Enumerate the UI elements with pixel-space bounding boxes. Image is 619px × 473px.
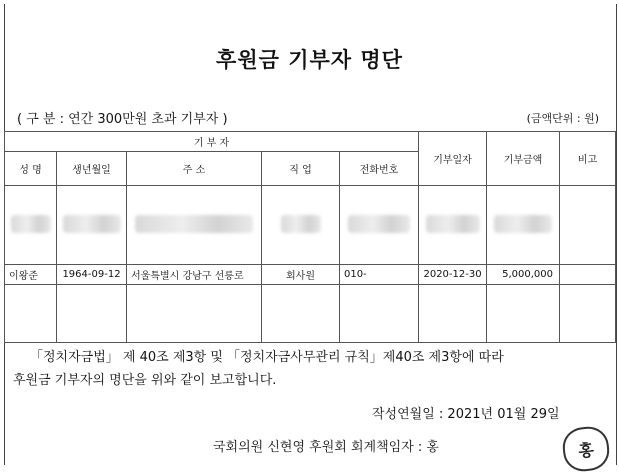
division-label: ( 구 분 : 연간 300만원 초과 기부자 ) bbox=[17, 112, 228, 127]
header-job: 직 업 bbox=[262, 152, 340, 186]
empty-row bbox=[5, 285, 616, 343]
official-seal: 홍 bbox=[561, 425, 611, 473]
row-phone: 010- bbox=[340, 265, 419, 285]
redacted-cell bbox=[57, 186, 127, 265]
redacted-cell bbox=[5, 186, 57, 265]
header-phone: 전화번호 bbox=[340, 152, 419, 186]
donor-group-header: 기 부 자 bbox=[5, 132, 419, 152]
redacted-row bbox=[5, 186, 616, 265]
header-amount: 기부금액 bbox=[487, 132, 560, 186]
document-title: 후원금 기부자 명단 bbox=[216, 48, 403, 72]
header-address: 주 소 bbox=[127, 152, 262, 186]
report-statement: 후원금 기부자의 명단을 위와 같이 보고합니다. bbox=[13, 373, 277, 388]
redacted-cell bbox=[487, 186, 560, 265]
row-date: 2020-12-30 bbox=[419, 265, 487, 285]
donor-table bbox=[4, 131, 616, 343]
header-name: 성 명 bbox=[5, 152, 57, 186]
legal-basis-text: 「정치자금법」 제 40조 제3항 및 「정치자금사무관리 규칙」제40조 제3항에 따라 bbox=[30, 350, 504, 365]
redacted-cell bbox=[127, 186, 262, 265]
table-row bbox=[5, 265, 616, 285]
signer-line: 국회의원 신현영 후원회 회계책임자 : 홍 bbox=[213, 440, 439, 455]
row-job: 회사원 bbox=[262, 265, 340, 285]
header-date: 기부일자 bbox=[419, 132, 487, 186]
report-date: 작성연월일 : 2021년 01월 29일 bbox=[372, 407, 560, 422]
amount-unit-label: (금액단위 : 원) bbox=[526, 112, 599, 125]
row-name: 이왕준 bbox=[5, 265, 57, 285]
row-birth: 1964-09-12 bbox=[57, 265, 127, 285]
row-note bbox=[560, 265, 616, 285]
redacted-cell bbox=[262, 186, 340, 265]
row-address: 서울특별시 강남구 선릉로 bbox=[127, 265, 262, 285]
redacted-cell bbox=[419, 186, 487, 265]
header-note: 비고 bbox=[560, 132, 616, 186]
header-birth: 생년월일 bbox=[57, 152, 127, 186]
row-amount: 5,000,000 bbox=[487, 265, 560, 285]
redacted-cell bbox=[560, 186, 616, 265]
redacted-cell bbox=[340, 186, 419, 265]
